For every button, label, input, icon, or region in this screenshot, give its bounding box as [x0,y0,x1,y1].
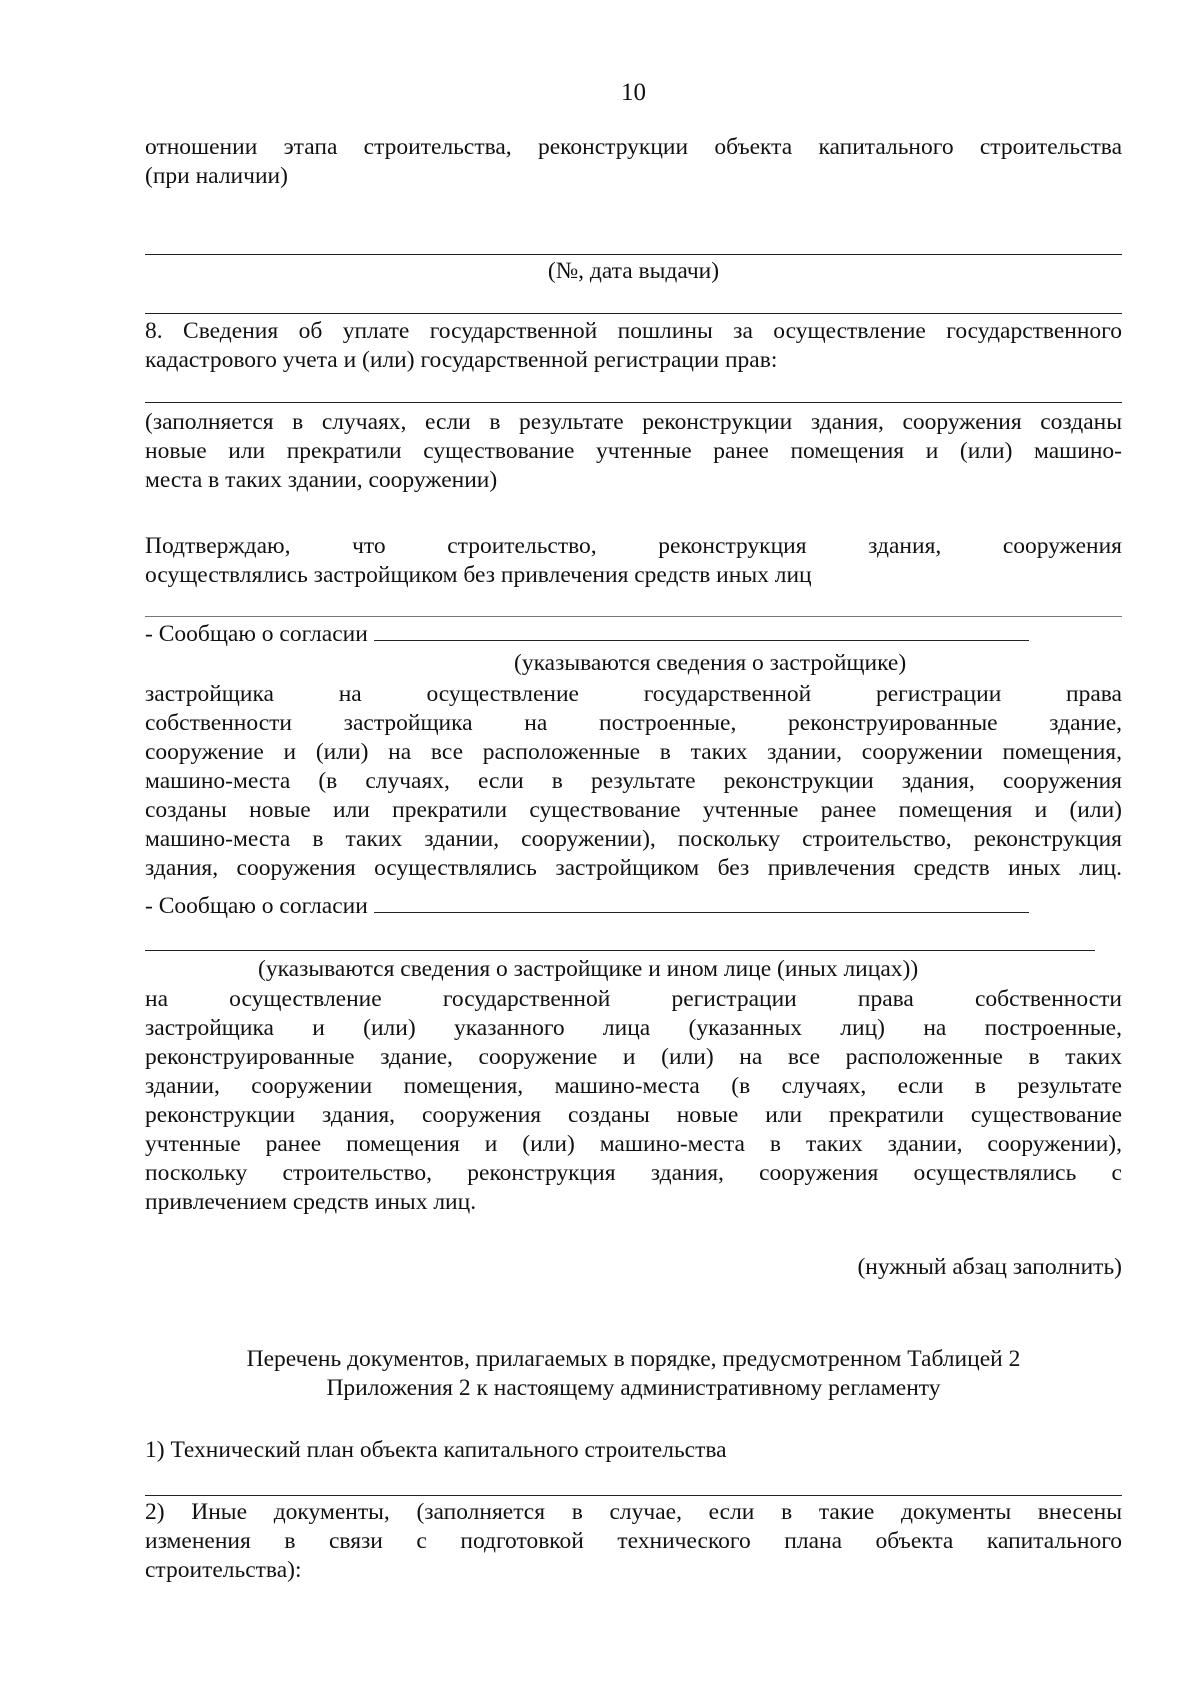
fill-paragraph-note: (нужный абзац заполнить) [857,1254,1122,1280]
document-item-2 [145,1498,1122,1585]
section-8-duty [145,317,1122,375]
text-line: учтенные ранее помещения и (или) машино-места в таких здании, сооружении), [145,1131,1122,1157]
text-line: созданы новые или прекратили существование учтенные ранее помещения и (или) [145,797,1122,823]
consent-2-caption: (указываются сведения о застройщике и ином лице (иных лицах)) [258,956,919,982]
text-line: машино-места в таких здании, сооружении), поскольку строительство, реконструкция [145,826,1122,852]
consent-2-fill-line [374,894,1029,913]
text-line: (при наличии) [145,163,288,189]
text-line: осуществлялись застройщиком без привлечения средств иных лиц [145,562,812,588]
text-line: отношении этапа строительства, реконструкции объекта капитального строительства [145,134,1122,160]
text-line: сооружение и (или) на все расположенные в таких здании, сооружении помещения, [145,739,1122,765]
text-line: строительства): [145,1557,302,1583]
text-line: новые или прекратили существование учтенные ранее помещения и (или) машино- [145,438,1122,464]
consent-1-label: - Сообщаю о согласии [145,621,374,647]
fill-in-line [145,313,1122,314]
consent-2-body [145,985,1122,1217]
consent-1-caption: (указываются сведения о застройщике) [514,650,907,676]
text-line: изменения в связи с подготовкой технического плана объекта капитального [145,1528,1122,1554]
text-line: реконструкции здания, сооружения созданы новые или прекратили существование [145,1102,1122,1128]
text-line: (заполняется в случаях, если в результате реконструкции здания, сооружения созданы [145,409,1122,435]
text-line: здании, сооружении помещения, машино-места (в случаях, если в результате [145,1073,1122,1099]
confirmation-paragraph [145,532,1122,590]
section-8-note [145,408,1122,495]
text-line: собственности застройщика на построенные, реконструированные здание, [145,710,1122,736]
caption-number-date: (№, дата выдачи) [547,258,720,284]
fill-in-line [145,254,1122,255]
document-item-1: 1) Технический план объекта капитального строительства [145,1437,727,1463]
text-line: поскольку строительство, реконструкция здания, сооружения осуществлялись с [145,1160,1122,1186]
fill-in-line [145,950,1095,951]
text-line: Перечень документов, прилагаемых в порядке, предусмотренном Таблицей 2 [246,1346,1021,1372]
text-line: 8. Сведения об уплате государственной пошлины за осуществление государственного [145,318,1122,344]
text-line: реконструированные здание, сооружение и (или) на все расположенные в таких [145,1044,1122,1070]
page-number: 10 [621,79,646,106]
consent-1-row [145,620,1122,649]
separator-line [145,616,1122,617]
text-line: застройщика на осуществление государственной регистрации права [145,681,1122,707]
fill-in-line [145,402,1122,403]
text-line: машино-места (в случаях, если в результате реконструкции здания, сооружения [145,768,1122,794]
text-line: на осуществление государственной регистрации права собственности [145,986,1122,1012]
fill-in-line [145,1495,1122,1496]
consent-2-row [145,892,1122,921]
consent-2-label: - Сообщаю о согласии [145,893,374,919]
text-line: Приложения 2 к настоящему административному регламенту [326,1375,941,1401]
text-line: здания, сооружения осуществлялись застройщиком без привлечения средств иных лиц. [145,855,1122,881]
text-line: кадастрового учета и (или) государственной регистрации прав: [145,347,778,373]
consent-1-fill-line [374,622,1029,641]
text-line: Подтверждаю, что строительство, реконструкция здания, сооружения [145,533,1122,559]
consent-1-body [145,680,1122,883]
documents-list-title [145,1345,1122,1403]
text-line: привлечением средств иных лиц. [145,1189,477,1215]
paragraph-stage-ref [145,133,1122,191]
text-line: застройщика и (или) указанного лица (указанных лиц) на построенные, [145,1015,1122,1041]
text-line: места в таких здании, сооружении) [145,467,498,493]
text-line: 2) Иные документы, (заполняется в случае, если в такие документы внесены [145,1499,1122,1525]
